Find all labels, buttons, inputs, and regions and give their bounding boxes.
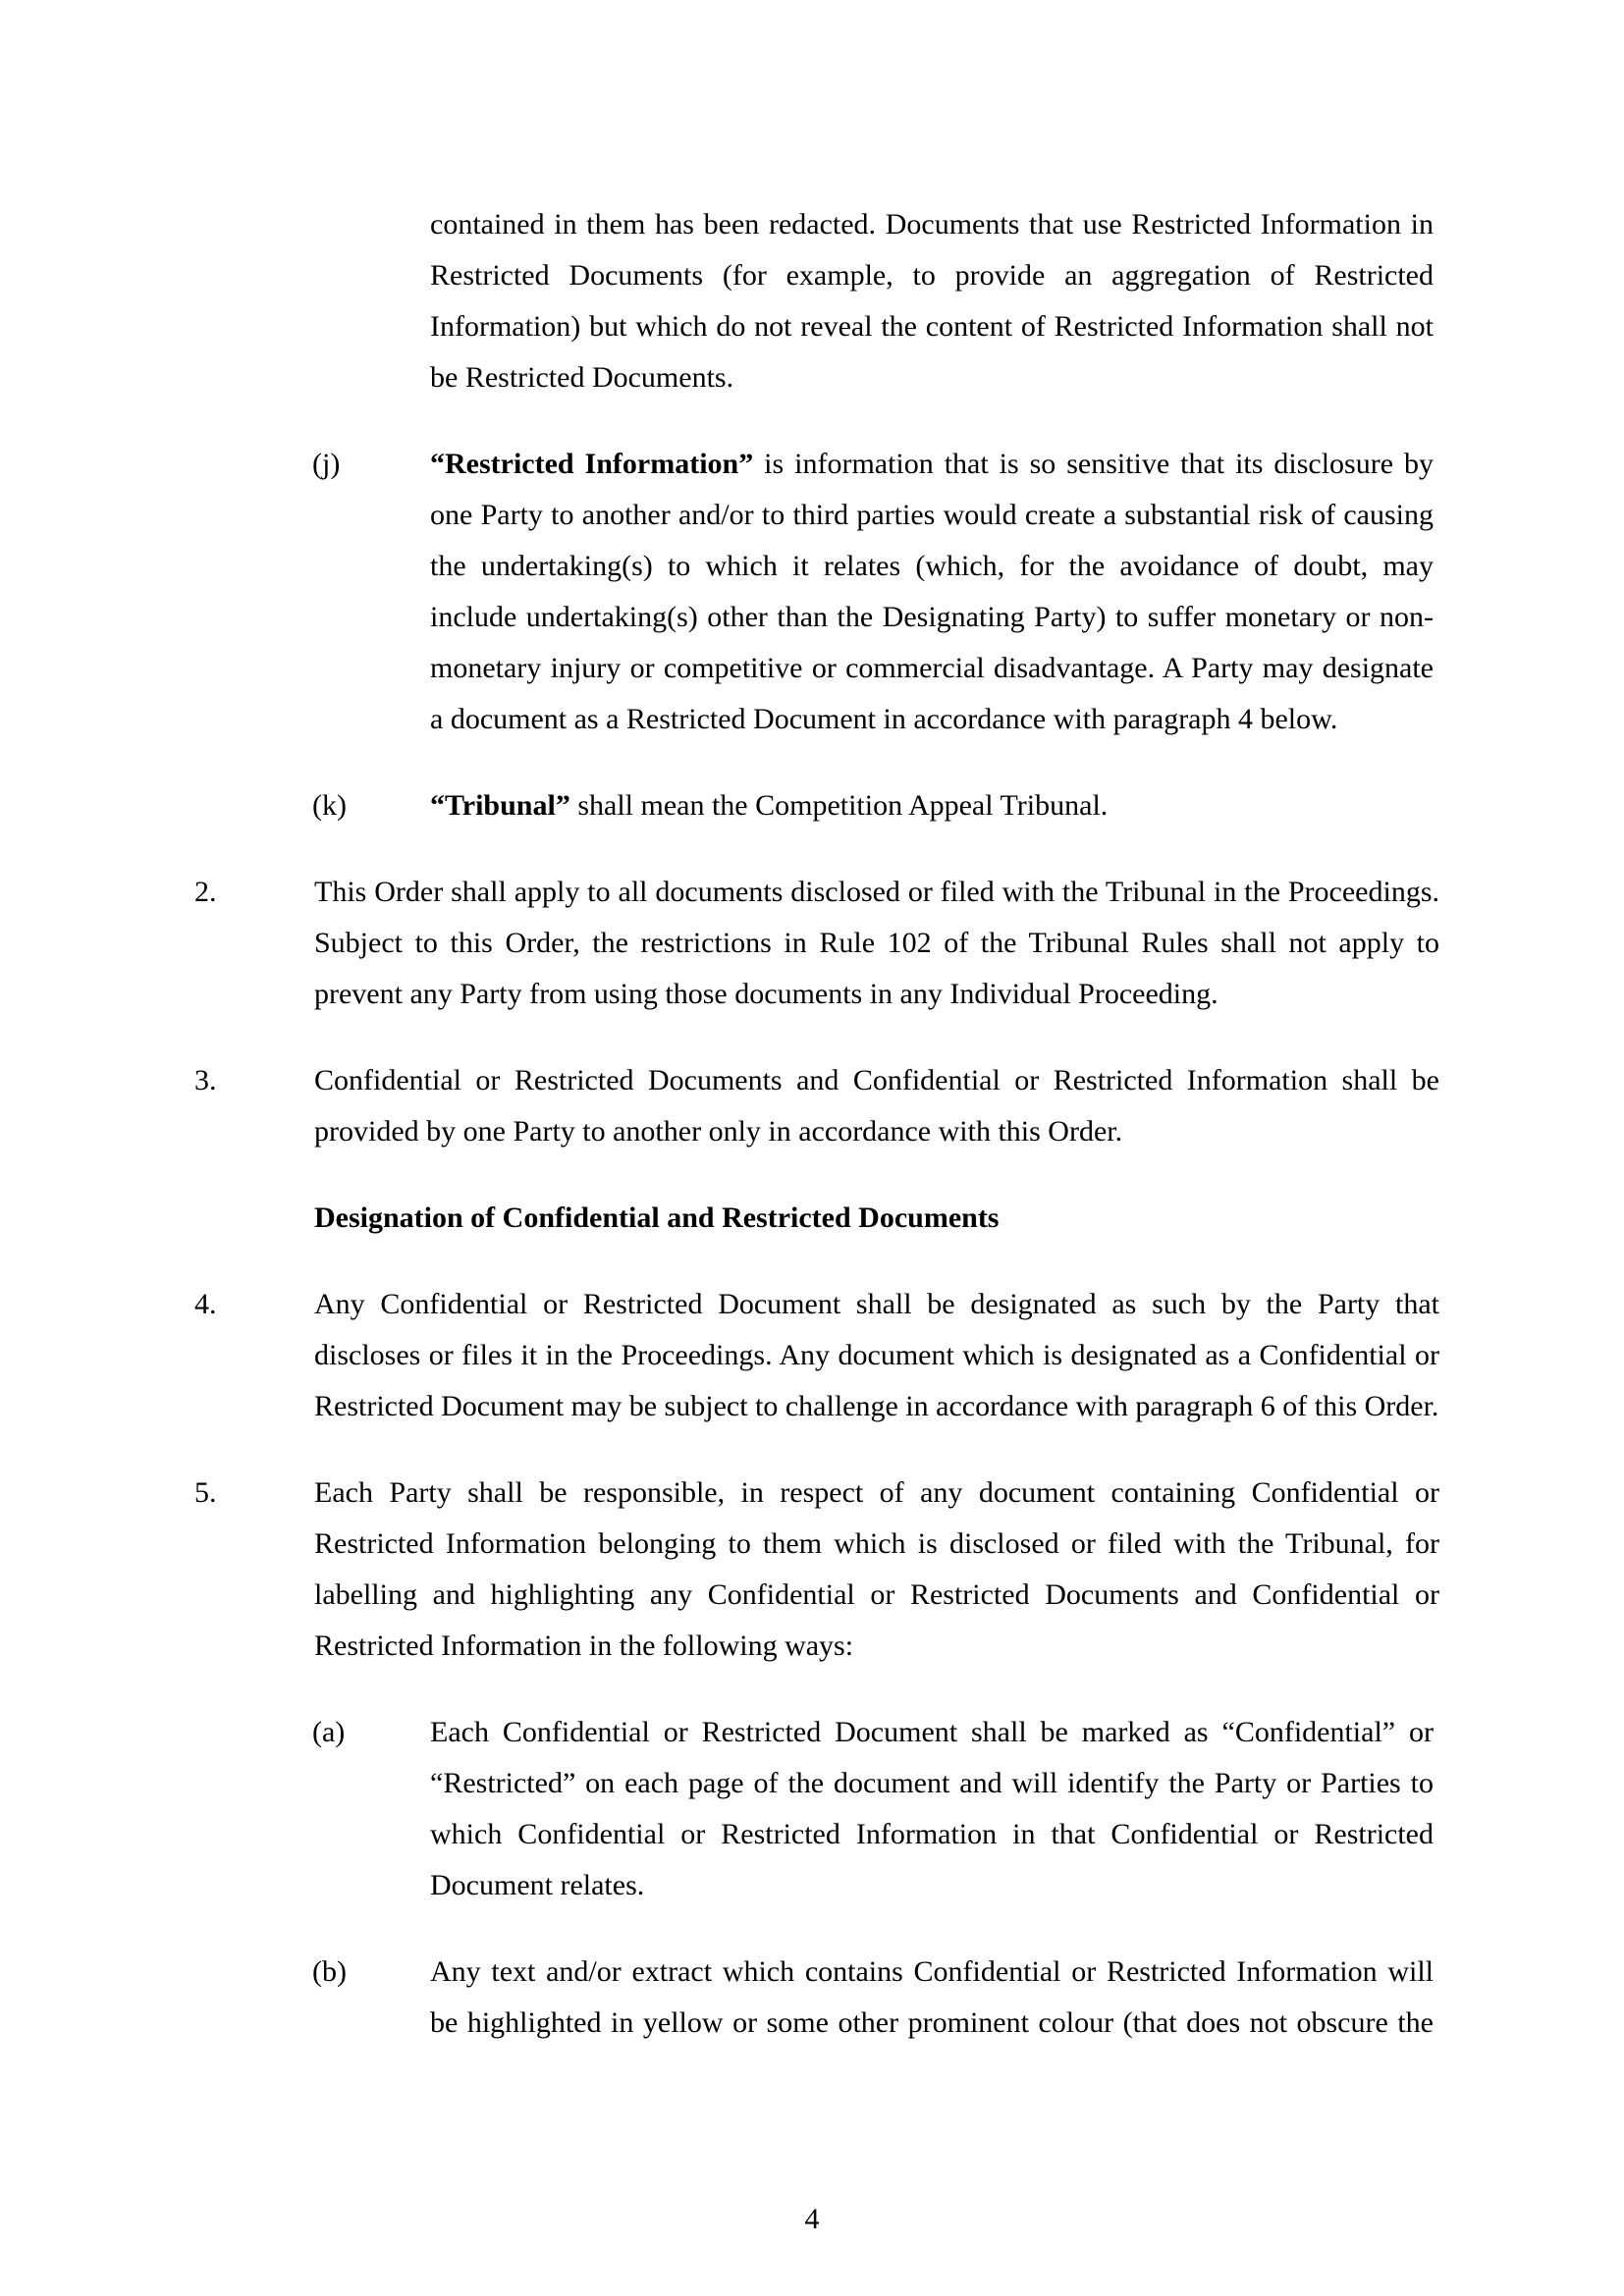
definition-text: is information that is so sensitive that its disclosure by one Party to another and/or to third parties would create a substantial risk of causing the undertaking(s) to which it relates (which, for the avoidance of doubt, may include undertaking(s) other than the Designating Party) to suffer monetary or non-monetary injury or competitive or commercial disadvantage. A Party may designate a document as a Restricted Document in accordance with paragraph 4 below. [430,448,1434,735]
paragraph-5-text: Each Party shall be responsible, in respect of any document containing Confidential or Restricted Information belonging to them which is disclosed or filed with the Tribunal, for labelling and highlighting any Confidential or Restricted Documents and Confidential or Restricted Information in the following ways: [314,1476,1439,1662]
paragraph-3-text: Confidential or Restricted Documents and Confidential or Restricted Information shall be provided by one Party to another only in accordance with this Order. [314,1064,1439,1148]
defined-term-tribunal: “Tribunal” [430,789,570,822]
subparagraph-b-label: (b) [312,1955,347,1988]
paragraph-5-number: 5. [194,1476,217,1509]
paragraph-2-text: This Order shall apply to all documents disclosed or filed with the Tribunal in the Proceedings. Subject to this Order, the restrictions in Rule 102 of the Tribunal Rules shall not apply to prevent any Party from using those documents in any Individual Proceeding. [314,876,1439,1010]
subparagraph-j-text [430,439,1434,745]
paragraph-4-number: 4. [194,1288,217,1320]
subparagraph-a [312,1707,1439,1911]
section-heading-designation: Designation of Confidential and Restricted Documents [314,1201,1000,1234]
document-body [194,199,1439,2084]
paragraph-5 [194,1468,1439,1672]
definition-text: shall mean the Competition Appeal Tribunal. [569,789,1109,822]
subparagraph-j-label: (j) [312,448,341,480]
subparagraph-j [312,439,1439,745]
paragraph-2-number: 2. [194,876,217,908]
subparagraph-a-label: (a) [312,1716,346,1748]
paragraph-3-number: 3. [194,1064,217,1096]
defined-term-restricted-information: “Restricted Information” [430,448,754,480]
subparagraph-a-text: Each Confidential or Restricted Document shall be marked as “Confidential” or “Restricted” on each page of the document and will identify the Party or Parties to which Confidential or Restricted Information in that Confidential or Restricted Document relates. [430,1716,1434,1901]
paragraph-text: contained in them has been redacted. Documents that use Restricted Information in Restricted Documents (for example, to provide an aggregation of Restricted Information) but which do not reveal the content of Restricted Information shall not be Restricted Documents. [430,208,1434,394]
subparagraph-k-label: (k) [312,789,347,822]
subparagraph-b [312,1947,1439,2049]
paragraph-3 [194,1055,1439,1157]
subparagraph-k-text [430,780,1434,831]
page-number: 4 [804,2203,820,2235]
subparagraph-k [312,780,1439,831]
paragraph-i-continuation [430,199,1439,403]
subparagraph-b-text: Any text and/or extract which contains Confidential or Restricted Information will be highlighted in yellow or some other prominent colour (that does not obscure the [430,1955,1434,2039]
paragraph-4 [194,1279,1439,1432]
paragraph-2 [194,867,1439,1020]
paragraph-4-text: Any Confidential or Restricted Document shall be designated as such by the Party that discloses or files it in the Proceedings. Any document which is designated as a Confidential or Restricted Document may be subject to challenge in accordance with paragraph 6 of this Order. [314,1288,1439,1422]
